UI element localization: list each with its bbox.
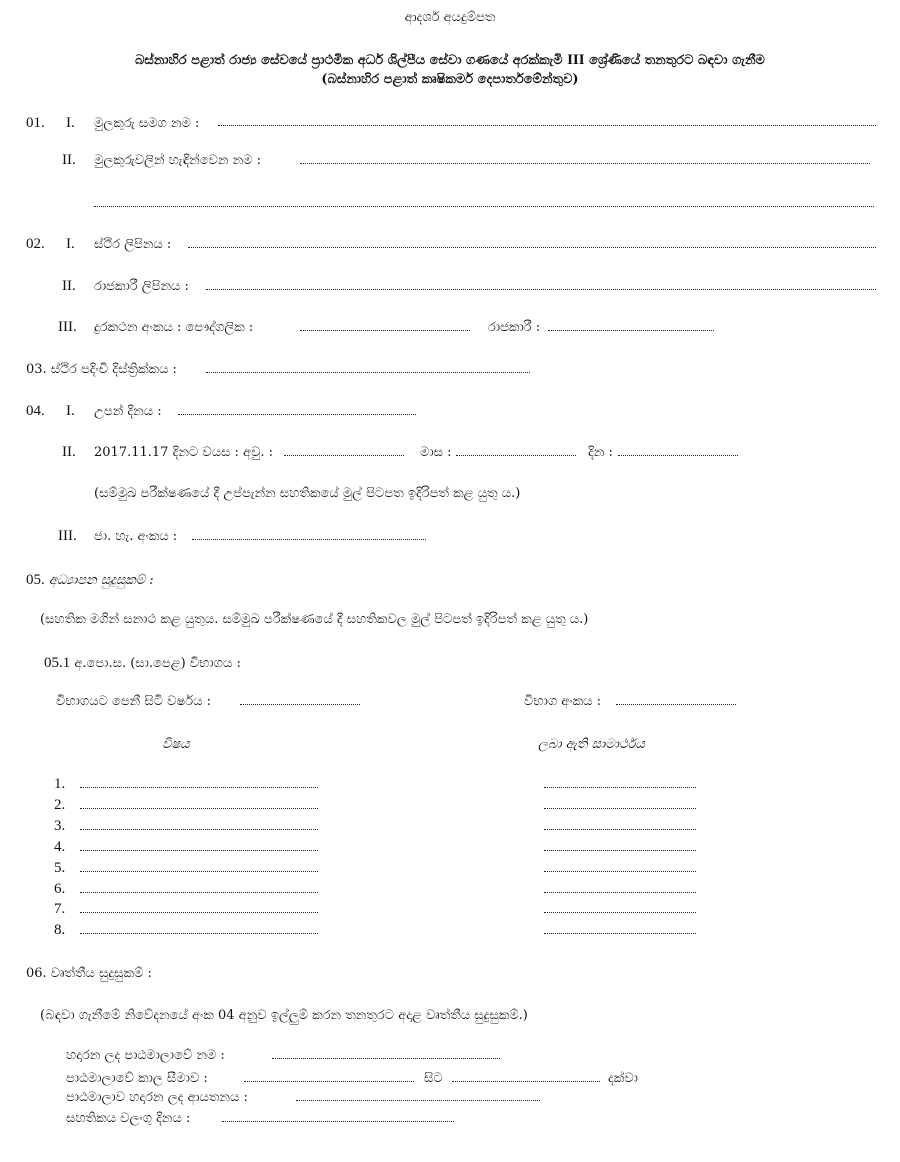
section-01-i-numeral: I. bbox=[66, 115, 75, 131]
exam-result-field[interactable] bbox=[544, 892, 696, 893]
age-years-field[interactable] bbox=[284, 455, 404, 456]
exam-subject-field[interactable] bbox=[80, 871, 318, 872]
exam-result-field[interactable] bbox=[544, 871, 696, 872]
full-name-field[interactable] bbox=[218, 125, 876, 126]
exam-year-label: විභාගයට පෙනී සිටි වර්ෂය : bbox=[56, 694, 212, 709]
department-name: (බස්නාහිර පළාත් කෘෂිකර්ම දෙපාර්තමේන්තුව) bbox=[321, 72, 579, 87]
education-section-heading bbox=[26, 572, 154, 589]
institute-label: පාඨමාලාව හදාරන ලද ආයතනය : bbox=[66, 1090, 248, 1105]
subtitle-before: බස්නාහිර පළාත් රාජ්‍ය සේවයේ ප්‍රාථමික අර්ධ ශිල්පීය සේවා ගණයේ අරක්කැමි bbox=[135, 53, 563, 68]
name-by-initials-field[interactable] bbox=[300, 163, 870, 164]
course-period-label: පාඨමාලාවේ කාල සීමාව : bbox=[66, 1071, 208, 1086]
exam-subject-field[interactable] bbox=[80, 787, 318, 788]
exam-subject-field[interactable] bbox=[80, 912, 318, 913]
exam-row-number: 4. bbox=[54, 838, 66, 855]
education-title: අධ්‍යාපන සුදුසුකම් : bbox=[48, 573, 154, 588]
exam-subject-field[interactable] bbox=[80, 892, 318, 893]
exam-subject-field[interactable] bbox=[80, 933, 318, 934]
exam-row-number: 5. bbox=[54, 859, 66, 876]
district-field[interactable] bbox=[206, 372, 530, 373]
result-column-header: ලබා ඇති සාමාර්ථය bbox=[538, 737, 645, 752]
full-name-label: මුලකුරු සමග නම : bbox=[94, 116, 200, 131]
birth-date-label: උපන් දිනය : bbox=[94, 404, 162, 419]
course-period-to-label: දක්වා bbox=[608, 1071, 638, 1086]
subtitle-grade: III bbox=[567, 52, 585, 68]
education-note: (සහතික මගින් සනාථ කළ යුතුය. සම්මුඛ පරීක්ෂණයේ දී සහතිකවල මුල් පිටපත් ඉදිරිපත් කළ යුතු ය.) bbox=[40, 612, 589, 627]
certificate-valid-date-field[interactable] bbox=[222, 1121, 454, 1122]
permanent-address-label: ස්ථිර ලිපිනය : bbox=[94, 237, 172, 252]
age-months-label: මාස : bbox=[420, 445, 452, 460]
phone-official-field[interactable] bbox=[548, 330, 714, 331]
exam-row-number: 2. bbox=[54, 796, 66, 813]
exam-subject-field[interactable] bbox=[80, 850, 318, 851]
name-by-initials-field-line-2[interactable] bbox=[94, 206, 874, 207]
professional-qualifications-note: (බඳවා ගැනීමේ නිවේදනයේ අංක 04 අනුව ඉල්ලුම් කරන තනතුරට අදාළ වෘත්තීය සුදුසුකම්.) bbox=[40, 1008, 528, 1023]
age-years-label: 2017.11.17 දිනට වයස : අවු. : bbox=[94, 445, 274, 460]
exam-row-number: 8. bbox=[54, 922, 66, 939]
phone-official-label: රාජකාරී : bbox=[488, 320, 541, 335]
birth-date-field[interactable] bbox=[178, 414, 416, 415]
subject-column-header: විෂය bbox=[162, 737, 190, 752]
official-address-field[interactable] bbox=[206, 289, 876, 290]
index-number-label: විභාග අංකය : bbox=[524, 694, 602, 709]
section-02-i-numeral: I. bbox=[66, 236, 75, 252]
section-04-number: 04. bbox=[26, 403, 45, 419]
exam-row-number: 3. bbox=[54, 817, 66, 834]
professional-qualifications-label: 06. වෘත්තීය සුදුසුකම් : bbox=[26, 966, 152, 981]
section-01-ii-numeral: II. bbox=[62, 152, 76, 168]
exam-row-number: 1. bbox=[54, 776, 66, 792]
section-02-ii-numeral: II. bbox=[62, 278, 76, 294]
course-period-to-field[interactable] bbox=[452, 1081, 600, 1082]
exam-result-field[interactable] bbox=[544, 787, 696, 788]
section-04-i-numeral: I. bbox=[66, 403, 75, 419]
course-name-label: හදාරන ලද පාඨමාලාවේ නම : bbox=[66, 1048, 225, 1063]
exam-subject-field[interactable] bbox=[80, 808, 318, 809]
form-subtitle bbox=[0, 52, 900, 69]
age-days-field[interactable] bbox=[618, 455, 738, 456]
ol-exam-heading bbox=[44, 655, 241, 672]
section-04-ii-numeral: II. bbox=[62, 444, 76, 460]
exam-result-field[interactable] bbox=[544, 912, 696, 913]
subtitle-after: ශ්‍රේණියේ තනතුරට බඳවා ගැනීම bbox=[589, 53, 765, 68]
exam-result-field[interactable] bbox=[544, 808, 696, 809]
section-02-iii-numeral: III. bbox=[58, 319, 77, 335]
age-days-label: දින : bbox=[588, 445, 613, 460]
nic-number-field[interactable] bbox=[192, 539, 426, 540]
exam-subject-field[interactable] bbox=[80, 829, 318, 830]
exam-result-field[interactable] bbox=[544, 850, 696, 851]
exam-result-field[interactable] bbox=[544, 829, 696, 830]
district-label: 03. ස්ථිර පදිංචි දිස්ත්‍රික්කය : bbox=[26, 362, 177, 377]
course-name-field[interactable] bbox=[272, 1058, 500, 1059]
exam-row-number: 6. bbox=[54, 880, 66, 897]
phone-personal-label: දුරකථන අංකය : පෞද්ගලික : bbox=[94, 320, 254, 335]
ol-exam-label: අ.පො.ස. (සා.පෙළ) විභාගය : bbox=[74, 656, 241, 671]
official-address-label: රාජකාරී ලිපිනය : bbox=[94, 279, 189, 294]
section-04-iii-numeral: III. bbox=[58, 528, 77, 544]
name-by-initials-label: මුලකුරුවලින් හැඳින්වෙන නම : bbox=[94, 153, 261, 168]
institute-field[interactable] bbox=[296, 1100, 540, 1101]
permanent-address-field[interactable] bbox=[188, 247, 876, 248]
section-05-number: 05. bbox=[26, 572, 45, 588]
age-months-field[interactable] bbox=[456, 455, 576, 456]
course-period-from-field[interactable] bbox=[244, 1081, 414, 1082]
nic-number-label: ජා. හැ. අංකය : bbox=[94, 529, 178, 544]
course-period-from-label: සිට bbox=[424, 1071, 443, 1086]
phone-personal-field[interactable] bbox=[300, 330, 470, 331]
exam-year-field[interactable] bbox=[240, 704, 360, 705]
exam-row-number: 7. bbox=[54, 901, 66, 918]
index-number-field[interactable] bbox=[616, 704, 736, 705]
certificate-valid-date-label: සහතිකය වලංගු දිනය : bbox=[66, 1111, 191, 1126]
section-05-1-number: 05.1 bbox=[44, 655, 71, 671]
form-title: ආදර්ශ අයදුම්පත bbox=[404, 10, 496, 25]
birth-certificate-note: (සම්මුඛ පරීක්ෂණයේ දී උප්පැන්න සහතිකයේ මුල් පිටපත ඉදිරිපත් කළ යුතු ය.) bbox=[94, 486, 521, 501]
section-02-number: 02. bbox=[26, 236, 45, 252]
section-01-number: 01. bbox=[26, 115, 45, 131]
exam-result-field[interactable] bbox=[544, 933, 696, 934]
